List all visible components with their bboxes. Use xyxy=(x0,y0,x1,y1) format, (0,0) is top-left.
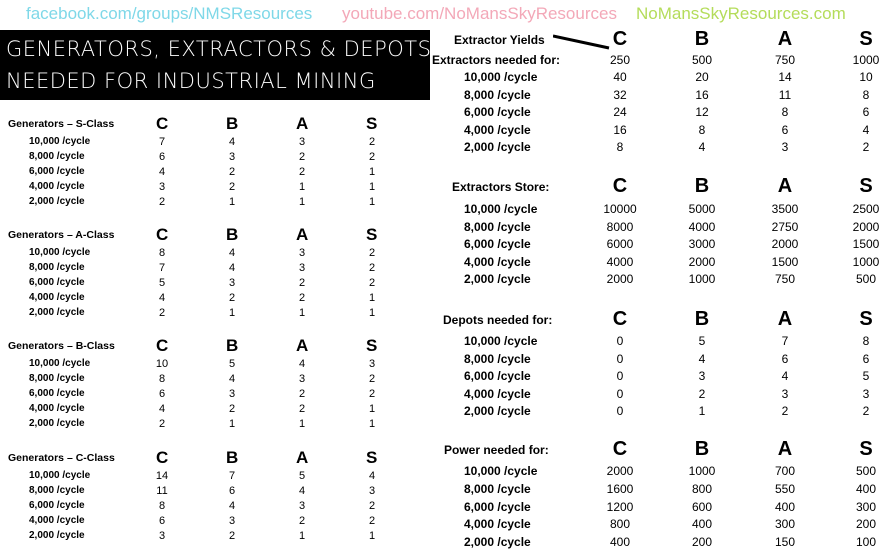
table-cell: 3 xyxy=(228,515,236,527)
table-row xyxy=(0,500,420,515)
table-cell: 2 xyxy=(368,500,376,512)
table-cell: 3 xyxy=(781,386,789,401)
table-cell: 4 xyxy=(228,262,236,274)
table-cell: 2 xyxy=(368,277,376,289)
column-header: C xyxy=(156,225,169,244)
table-cell: 2 xyxy=(368,388,376,400)
table-cell: 4 xyxy=(368,470,376,482)
table-cell: 4 xyxy=(228,247,236,259)
column-header: B xyxy=(694,175,710,197)
row-label: 4,000 /cycle xyxy=(464,122,531,137)
table-row xyxy=(430,404,888,422)
table-row xyxy=(430,369,888,387)
table-cell: 3 xyxy=(368,358,376,370)
table-row xyxy=(430,500,888,518)
table-cell: 2000 xyxy=(852,219,880,234)
table-cell: 1500 xyxy=(852,237,880,251)
table-cell: 1 xyxy=(228,196,236,208)
column-header: S xyxy=(366,114,378,133)
table-row xyxy=(430,255,888,273)
table-cell: 2 xyxy=(298,388,306,400)
table-row xyxy=(430,220,888,238)
table-cell: 400 xyxy=(774,499,796,514)
table-cell: 40 xyxy=(613,70,627,84)
row-label: 4,000 /cycle xyxy=(29,515,85,526)
table-row xyxy=(0,485,420,500)
table-cell: 1000 xyxy=(688,464,716,478)
table-cell: 8 xyxy=(862,87,870,102)
column-header: C xyxy=(156,336,169,355)
yield-cell: 250 xyxy=(609,53,631,67)
table-cell: 800 xyxy=(609,517,631,532)
table-cell: 2 xyxy=(298,515,306,527)
table-cell: 16 xyxy=(695,87,709,102)
table-cell: 3 xyxy=(228,277,236,289)
table-cell: 1 xyxy=(368,181,376,193)
table-row xyxy=(430,140,888,158)
column-header: B xyxy=(694,438,710,460)
table-row xyxy=(430,334,888,352)
table-cell: 3 xyxy=(298,247,306,259)
table-cell: 5 xyxy=(228,358,236,370)
generator-table-title: Generators – A-Class xyxy=(8,229,115,241)
column-header: S xyxy=(859,308,873,330)
table-row xyxy=(0,196,420,211)
table-cell: 1500 xyxy=(771,254,799,269)
row-label: 2,000 /cycle xyxy=(464,140,531,154)
table-cell: 2 xyxy=(368,247,376,259)
table-cell: 4 xyxy=(698,351,706,366)
column-header: C xyxy=(612,308,628,330)
table-cell: 2 xyxy=(298,166,306,178)
column-header: C xyxy=(612,438,628,460)
table-row xyxy=(430,387,888,405)
table-cell: 10 xyxy=(859,70,873,84)
table-cell: 5 xyxy=(698,334,706,348)
row-label: 2,000 /cycle xyxy=(464,272,531,286)
table-cell: 10 xyxy=(155,358,169,370)
column-header: B xyxy=(226,448,239,467)
column-header: A xyxy=(296,336,309,355)
table-cell: 400 xyxy=(691,517,713,532)
row-label: 6,000 /cycle xyxy=(29,277,85,288)
table-row xyxy=(0,373,420,388)
table-cell: 4 xyxy=(228,373,236,385)
row-label: 8,000 /cycle xyxy=(464,481,531,496)
row-label: 10,000 /cycle xyxy=(29,247,91,258)
row-label: 8,000 /cycle xyxy=(29,262,85,273)
column-header: S xyxy=(366,336,378,355)
row-label: 4,000 /cycle xyxy=(29,181,85,192)
table-cell: 14 xyxy=(155,470,169,482)
table-cell: 3 xyxy=(298,500,306,512)
table-cell: 500 xyxy=(855,464,877,478)
table-row xyxy=(0,307,420,322)
power-title: Power needed for: xyxy=(444,443,549,457)
table-cell: 2 xyxy=(298,277,306,289)
table-cell: 11 xyxy=(778,87,792,102)
table-cell: 1 xyxy=(698,404,706,418)
generator-table-title: Generators – S-Class xyxy=(8,118,115,130)
table-cell: 3 xyxy=(298,262,306,274)
table-cell: 2 xyxy=(228,166,236,178)
table-cell: 6 xyxy=(781,122,789,137)
table-cell: 800 xyxy=(691,481,713,496)
table-cell: 1 xyxy=(368,403,376,415)
table-cell: 600 xyxy=(691,499,713,514)
table-cell: 4 xyxy=(158,292,166,304)
yields-label: Extractors needed for: xyxy=(432,53,561,67)
table-row xyxy=(0,247,420,262)
column-header: C xyxy=(156,114,169,133)
table-cell: 700 xyxy=(774,464,796,478)
table-cell: 3 xyxy=(862,386,870,401)
table-cell: 2000 xyxy=(606,272,634,286)
table-row xyxy=(0,403,420,418)
table-cell: 3 xyxy=(228,388,236,400)
table-cell: 3 xyxy=(698,369,706,383)
table-cell: 6 xyxy=(158,388,166,400)
row-label: 2,000 /cycle xyxy=(464,535,531,550)
table-cell: 400 xyxy=(855,481,877,496)
table-cell: 3 xyxy=(228,151,236,163)
table-cell: 2 xyxy=(368,136,376,148)
row-label: 6,000 /cycle xyxy=(29,166,85,177)
youtube-link[interactable]: youtube.com/NoMansSkyResources xyxy=(342,4,617,23)
table-cell: 1 xyxy=(298,418,306,430)
column-header: S xyxy=(366,448,378,467)
generator-table xyxy=(0,448,420,547)
table-cell: 2 xyxy=(298,292,306,304)
table-cell: 200 xyxy=(855,517,877,532)
table-cell: 1 xyxy=(298,181,306,193)
table-row xyxy=(430,352,888,370)
table-cell: 7 xyxy=(228,470,236,482)
column-header: S xyxy=(859,438,873,460)
table-cell: 1600 xyxy=(606,481,634,496)
table-cell: 6 xyxy=(862,351,870,366)
table-cell: 12 xyxy=(695,105,709,119)
extractors-store-title: Extractors Store: xyxy=(452,180,550,194)
table-row xyxy=(0,530,420,545)
table-cell: 6 xyxy=(228,485,236,497)
table-cell: 8 xyxy=(158,500,166,512)
row-label: 2,000 /cycle xyxy=(29,418,85,429)
table-cell: 6 xyxy=(158,151,166,163)
row-label: 8,000 /cycle xyxy=(464,351,531,366)
row-label: 4,000 /cycle xyxy=(29,292,85,303)
table-cell: 2 xyxy=(228,181,236,193)
column-header: S xyxy=(366,225,378,244)
table-cell: 1 xyxy=(368,292,376,304)
table-row xyxy=(0,515,420,530)
table-cell: 8 xyxy=(158,247,166,259)
row-label: 2,000 /cycle xyxy=(29,307,85,318)
row-label: 8,000 /cycle xyxy=(29,373,85,384)
table-cell: 4 xyxy=(298,358,306,370)
table-cell: 200 xyxy=(691,535,713,550)
table-cell: 2 xyxy=(298,403,306,415)
yield-cell: 500 xyxy=(691,53,713,67)
table-cell: 400 xyxy=(609,535,631,550)
generator-table-title: Generators – B-Class xyxy=(8,340,115,352)
row-label: 8,000 /cycle xyxy=(29,151,85,162)
table-row xyxy=(430,202,888,220)
table-cell: 0 xyxy=(616,386,624,401)
table-cell: 1 xyxy=(298,196,306,208)
table-cell: 32 xyxy=(613,87,627,102)
row-label: 6,000 /cycle xyxy=(464,499,531,514)
row-label: 6,000 /cycle xyxy=(464,369,531,383)
table-cell: 8 xyxy=(862,334,870,348)
column-header: A xyxy=(777,308,793,330)
column-header: B xyxy=(694,308,710,330)
table-cell: 3 xyxy=(298,136,306,148)
table-cell: 3 xyxy=(158,530,166,542)
table-row xyxy=(430,517,888,535)
table-cell: 3 xyxy=(298,373,306,385)
table-cell: 1000 xyxy=(688,272,716,286)
row-label: 6,000 /cycle xyxy=(29,388,85,399)
table-row xyxy=(0,166,420,181)
table-cell: 8 xyxy=(781,105,789,119)
generator-table xyxy=(0,336,420,435)
table-cell: 14 xyxy=(778,70,792,84)
table-cell: 5 xyxy=(298,470,306,482)
table-cell: 3 xyxy=(781,140,789,154)
table-cell: 1 xyxy=(228,307,236,319)
table-cell: 1 xyxy=(368,307,376,319)
row-label: 6,000 /cycle xyxy=(464,105,531,119)
table-cell: 6 xyxy=(862,105,870,119)
header-links xyxy=(0,4,888,28)
row-label: 10,000 /cycle xyxy=(464,464,538,478)
table-cell: 24 xyxy=(613,105,627,119)
row-label: 4,000 /cycle xyxy=(464,517,531,532)
table-row xyxy=(430,105,888,123)
banner-line-1: GENERATORS, EXTRACTORS & DEPOTS xyxy=(6,37,432,61)
table-cell: 100 xyxy=(855,535,877,550)
table-cell: 4000 xyxy=(688,219,716,234)
row-label: 8,000 /cycle xyxy=(464,219,531,234)
table-cell: 4 xyxy=(158,166,166,178)
table-cell: 300 xyxy=(774,517,796,532)
table-cell: 8000 xyxy=(606,219,634,234)
table-cell: 6 xyxy=(158,515,166,527)
column-header: S xyxy=(859,175,873,197)
column-header: B xyxy=(226,114,239,133)
table-cell: 8 xyxy=(158,373,166,385)
row-label: 2,000 /cycle xyxy=(29,196,85,207)
table-cell: 2 xyxy=(781,404,789,418)
row-label: 4,000 /cycle xyxy=(464,386,531,401)
table-row xyxy=(0,358,420,373)
table-row xyxy=(0,470,420,485)
table-cell: 7 xyxy=(158,262,166,274)
table-cell: 20 xyxy=(695,70,709,84)
row-label: 10,000 /cycle xyxy=(464,70,538,84)
table-cell: 16 xyxy=(613,122,627,137)
row-label: 6,000 /cycle xyxy=(464,237,531,251)
row-label: 2,000 /cycle xyxy=(464,404,531,418)
depots-title: Depots needed for: xyxy=(443,313,553,327)
table-cell: 4 xyxy=(298,485,306,497)
table-row xyxy=(0,151,420,166)
table-cell: 8 xyxy=(616,140,624,154)
table-cell: 500 xyxy=(855,272,877,286)
table-cell: 5 xyxy=(158,277,166,289)
table-cell: 4 xyxy=(158,403,166,415)
yields-row xyxy=(430,53,888,71)
table-cell: 1200 xyxy=(606,499,634,514)
table-row xyxy=(430,123,888,141)
table-cell: 2 xyxy=(862,140,870,154)
table-row xyxy=(430,237,888,255)
table-cell: 4000 xyxy=(606,254,634,269)
table-cell: 3 xyxy=(158,181,166,193)
table-cell: 6000 xyxy=(606,237,634,251)
table-row xyxy=(0,181,420,196)
row-label: 10,000 /cycle xyxy=(464,202,538,216)
table-cell: 1 xyxy=(298,530,306,542)
table-cell: 2 xyxy=(368,515,376,527)
website-link[interactable]: NoMansSkyResources.com xyxy=(636,4,846,23)
table-cell: 1 xyxy=(298,307,306,319)
yield-cell: 750 xyxy=(774,53,796,67)
table-cell: 3500 xyxy=(771,202,799,216)
table-cell: 2 xyxy=(368,373,376,385)
table-row xyxy=(0,262,420,277)
table-cell: 3 xyxy=(368,485,376,497)
column-header: A xyxy=(296,114,309,133)
table-cell: 4 xyxy=(698,140,706,154)
table-cell: 1 xyxy=(368,530,376,542)
table-cell: 4 xyxy=(228,500,236,512)
table-cell: 0 xyxy=(616,351,624,366)
column-header: C xyxy=(156,448,169,467)
table-cell: 0 xyxy=(616,334,624,348)
column-header: B xyxy=(694,28,710,50)
facebook-link[interactable]: facebook.com/groups/NMSResources xyxy=(26,4,313,23)
column-header: A xyxy=(777,438,793,460)
table-cell: 1 xyxy=(368,196,376,208)
table-cell: 0 xyxy=(616,369,624,383)
table-cell: 2 xyxy=(228,530,236,542)
table-cell: 550 xyxy=(774,481,796,496)
table-cell: 5000 xyxy=(688,202,716,216)
table-cell: 2 xyxy=(228,403,236,415)
table-row xyxy=(430,88,888,106)
table-row xyxy=(430,70,888,88)
table-cell: 1 xyxy=(368,166,376,178)
column-header: A xyxy=(296,448,309,467)
table-cell: 11 xyxy=(156,485,168,497)
table-cell: 300 xyxy=(855,499,877,514)
row-label: 8,000 /cycle xyxy=(464,87,531,102)
table-cell: 2500 xyxy=(852,202,880,216)
table-cell: 6 xyxy=(781,351,789,366)
column-header: B xyxy=(226,336,239,355)
pointer-line xyxy=(553,33,613,51)
table-cell: 2 xyxy=(158,307,166,319)
table-row xyxy=(430,464,888,482)
table-row xyxy=(430,482,888,500)
generator-table-title: Generators – C-Class xyxy=(8,452,115,464)
table-cell: 1 xyxy=(368,418,376,430)
title-banner xyxy=(0,30,430,100)
table-cell: 1000 xyxy=(852,254,880,269)
column-header: A xyxy=(777,28,793,50)
row-label: 4,000 /cycle xyxy=(29,403,85,414)
table-row xyxy=(430,272,888,290)
row-label: 6,000 /cycle xyxy=(29,500,85,511)
table-cell: 2000 xyxy=(771,237,799,251)
table-cell: 2000 xyxy=(688,254,716,269)
table-cell: 7 xyxy=(158,136,166,148)
generator-table xyxy=(0,225,420,324)
table-cell: 4 xyxy=(862,122,870,137)
table-cell: 2 xyxy=(368,262,376,274)
table-cell: 2 xyxy=(368,151,376,163)
column-header: A xyxy=(296,225,309,244)
table-cell: 2 xyxy=(158,196,166,208)
row-label: 4,000 /cycle xyxy=(464,254,531,269)
table-cell: 2750 xyxy=(771,219,799,234)
column-header: C xyxy=(612,175,628,197)
table-cell: 5 xyxy=(862,369,870,383)
generator-table xyxy=(0,114,420,213)
row-label: 8,000 /cycle xyxy=(29,485,85,496)
table-row xyxy=(0,277,420,292)
table-cell: 3000 xyxy=(688,237,716,251)
yield-cell: 1000 xyxy=(852,53,880,67)
column-header: B xyxy=(226,225,239,244)
column-header: A xyxy=(777,175,793,197)
table-cell: 750 xyxy=(774,272,796,286)
table-cell: 2 xyxy=(158,418,166,430)
table-cell: 8 xyxy=(698,122,706,137)
table-cell: 0 xyxy=(616,404,624,418)
row-label: 10,000 /cycle xyxy=(464,334,538,348)
banner-line-2: NEEDED FOR INDUSTRIAL MINING xyxy=(6,69,376,93)
table-row xyxy=(0,418,420,433)
column-header: S xyxy=(859,28,873,50)
extractor-yields-title: Extractor Yields xyxy=(454,33,545,47)
row-label: 10,000 /cycle xyxy=(29,470,91,481)
row-label: 10,000 /cycle xyxy=(29,358,91,369)
table-cell: 10000 xyxy=(603,202,637,216)
table-cell: 4 xyxy=(228,136,236,148)
table-cell: 2 xyxy=(862,404,870,418)
table-row xyxy=(0,292,420,307)
row-label: 2,000 /cycle xyxy=(29,530,85,541)
table-row xyxy=(430,535,888,553)
table-cell: 2000 xyxy=(606,464,634,478)
table-cell: 2 xyxy=(228,292,236,304)
table-cell: 7 xyxy=(781,334,789,348)
table-cell: 4 xyxy=(781,369,789,383)
column-header: C xyxy=(612,28,628,50)
table-cell: 150 xyxy=(774,535,796,550)
table-cell: 2 xyxy=(698,386,706,401)
table-cell: 1 xyxy=(228,418,236,430)
table-row xyxy=(0,388,420,403)
row-label: 10,000 /cycle xyxy=(29,136,91,147)
table-row xyxy=(0,136,420,151)
table-cell: 2 xyxy=(298,151,306,163)
